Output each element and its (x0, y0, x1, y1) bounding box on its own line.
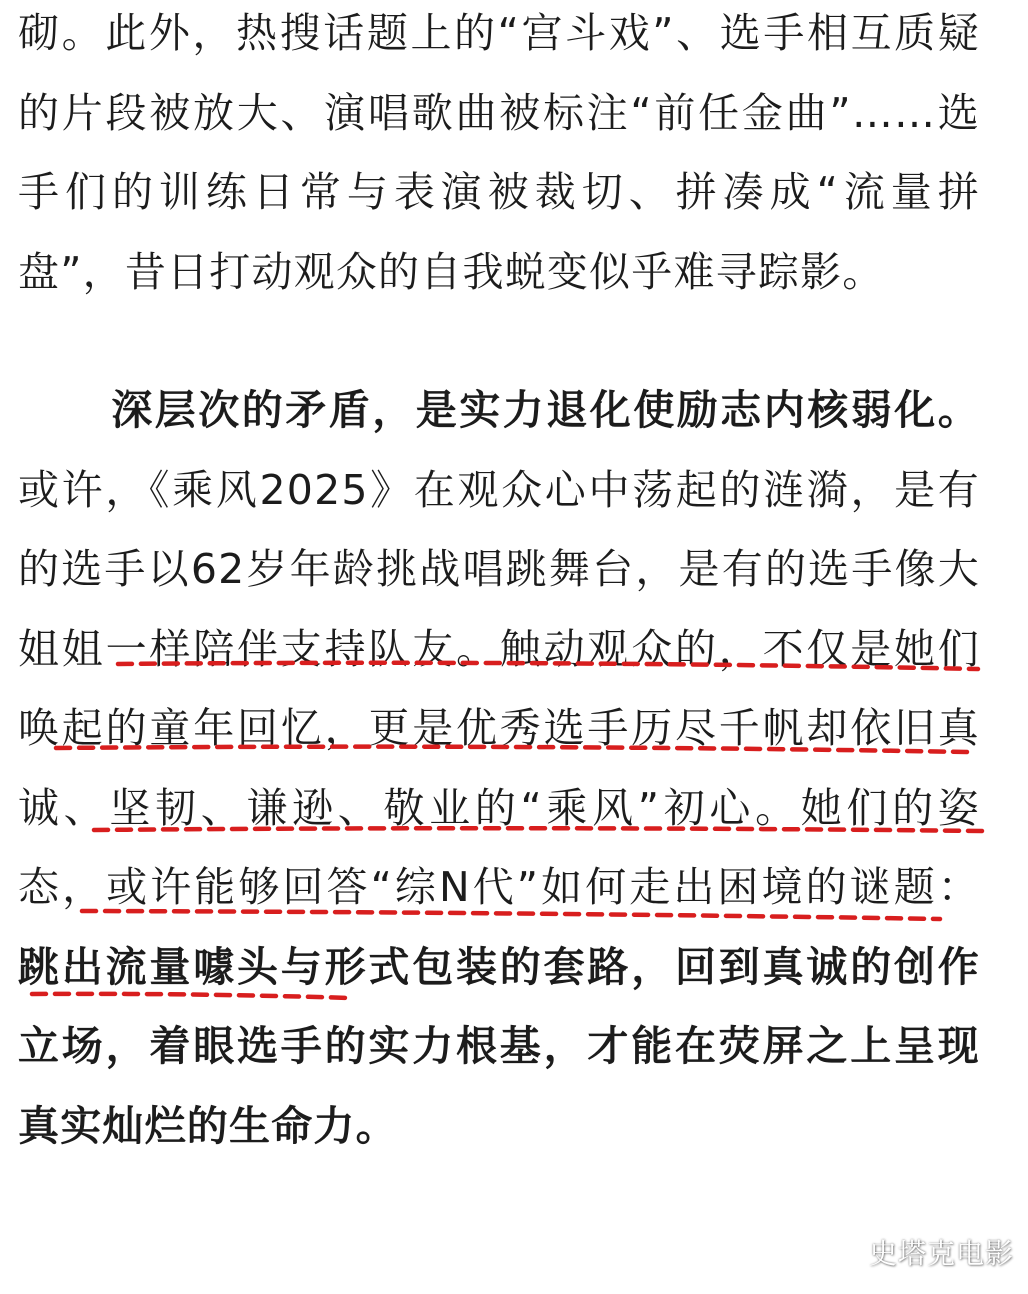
paragraph-1 (18, 0, 980, 312)
watermark: 史塔克电影 (868, 1237, 1014, 1270)
article-body (18, 0, 980, 1166)
paragraph-2-bold-lead: 深层次的矛盾，是实力退化使励志内核弱化。 (110, 386, 980, 434)
paragraph-2-body: 或许，《乘风2025》在观众心中荡起的涟漪，是有的选手以62岁年龄挑战唱跳舞台，是有的选手像大姐姐一样陪伴支持队友。触动观众的，不仅是她们唤起的童年回忆，更是优秀选手历尽千帆却依旧真诚、坚韧、谦逊、敬业的“乘风”初心。她们的姿态，或许能够回答“综N代”如何走出困境的谜题： (18, 465, 980, 911)
paragraph-2 (18, 371, 980, 1166)
paragraph-1-text: 砌。此外，热搜话题上的“宫斗戏”、选手相互质疑的片段被放大、演唱歌曲被标注“前任金曲”……选手们的训练日常与表演被裁切、拼凑成“流量拼盘”，昔日打动观众的自我蜕变似乎难寻踪影。 (18, 9, 980, 296)
paragraph-2-bold-tail: 跳出流量噱头与形式包装的套路，回到真诚的创作立场，着眼选手的实力根基，才能在荧屏之上呈现真实灿烂的生命力。 (18, 942, 980, 1150)
